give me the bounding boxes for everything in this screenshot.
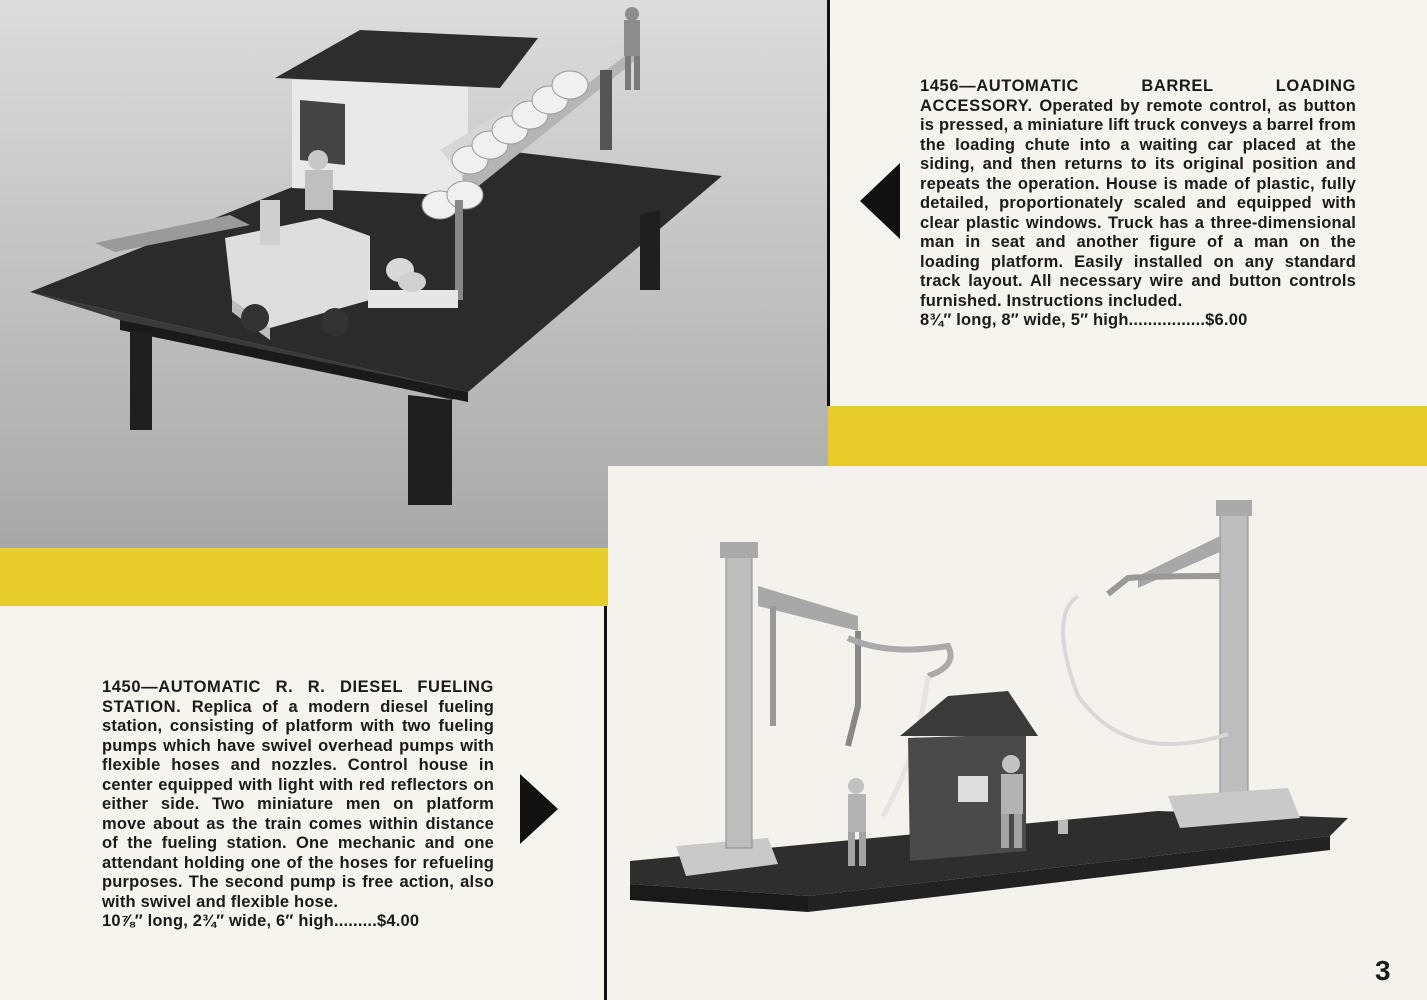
barrel-loading-title: 1456—AUTOMATIC BARREL LOADING ACCESSORY. — [920, 77, 1356, 115]
fueling-station-sizes-price: 10⅞″ long, 2¾″ wide, 6″ high.........$4.00 — [102, 912, 420, 930]
barrel-loading-body: Operated by remote control, as button is pressed, a miniature lift truck conveys a barrel from the loading chute into a waiting car placed at the siding, and then returns to its original position and repeats the operation. House is made of plastic, fully detailed, proportionately scaled and equipped with clear plastic windows. Truck has a three-dimensional man in seat and another figure of a man on the loading platform. Easily installed on any standard track layout. All necessary wire and button controls furnished. Instructions included. — [920, 96, 1356, 310]
page-number: 3 — [1375, 955, 1391, 986]
barrel-loading-sizes-price: 8¾″ long, 8″ wide, 5″ high................$6.00 — [920, 311, 1248, 329]
triangle-right-icon — [520, 774, 558, 844]
fueling-station-title: 1450—AUTOMATIC R. R. DIESEL FUELING STATION. — [102, 678, 494, 716]
divider-bottom — [604, 606, 607, 1000]
divider-top — [827, 0, 830, 406]
fueling-station-body: Replica of a modern diesel fueling station, consisting of platform with two fueling pumps which have swivel overhead pumps with flexible hoses and nozzles. Control house in center equipped with light with red reflectors on either side. Two miniature men on platform move about as the train comes within distance of the fueling station. One mechanic and one attendant holding one of the hoses for refueling purposes. The second pump is free action, also with swivel and flexible hose. — [102, 697, 494, 911]
triangle-left-icon — [860, 163, 900, 239]
fueling-station-description — [102, 678, 494, 932]
barrel-loading-description — [920, 77, 1356, 331]
fueling-station-photo — [608, 466, 1427, 1000]
